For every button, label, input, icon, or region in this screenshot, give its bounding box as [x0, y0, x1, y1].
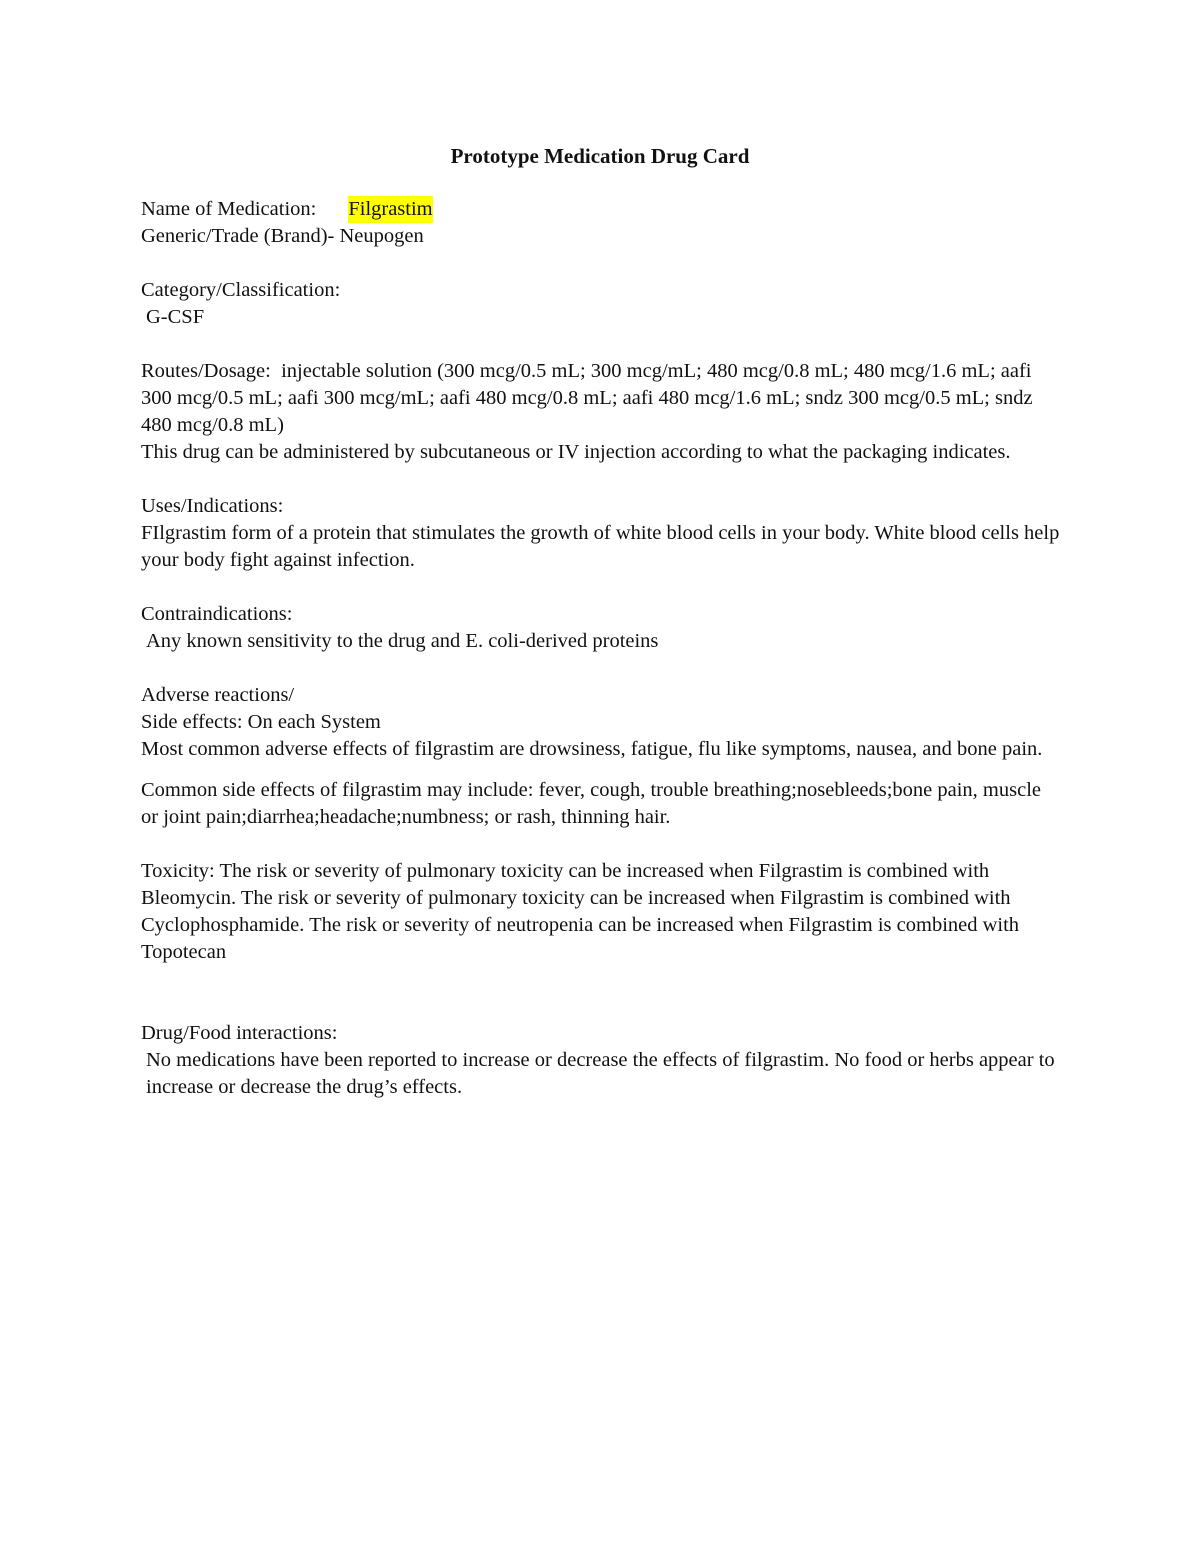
- adverse-label-1: Adverse reactions/: [141, 684, 295, 706]
- contraindications-text: Any known sensitivity to the drug and E. coli-derived proteins: [146, 630, 659, 652]
- adverse-label-2: Side effects: On each System: [141, 711, 381, 733]
- routes-admin-text: This drug can be administered by subcutaneous or IV injection according to what the packaging indicates.: [141, 441, 1011, 463]
- interactions-text: No medications have been reported to increase or decrease the effects of filgrastim. No food or herbs appear to increase or decrease the drug’s effects.: [146, 1049, 1060, 1098]
- category-label: Category/Classification:: [141, 279, 341, 301]
- medication-name-label: Name of Medication:: [141, 198, 317, 220]
- uses-label: Uses/Indications:: [141, 495, 284, 517]
- medication-name-value: Filgrastim: [348, 196, 432, 223]
- generic-trade-line: Generic/Trade (Brand)- Neupogen: [141, 225, 424, 247]
- routes-label: Routes/Dosage:: [141, 360, 271, 382]
- uses-text: FIlgrastim form of a protein that stimulates the growth of white blood cells in your body. White blood cells help your body fight against infection.: [141, 522, 1065, 571]
- routes-text: injectable solution (300 mcg/0.5 mL; 300 mcg/mL; 480 mcg/0.8 mL; 480 mcg/1.6 mL; aafi 300 mcg/0.5 mL; aafi 300 mcg/mL; aafi 480 mcg/0.8 mL; aafi 480 mcg/1.6 mL; sndz 300 mcg/0.5 mL; sndz 480 mcg/0.8 mL): [141, 360, 1038, 436]
- adverse-text: Most common adverse effects of filgrastim are drowsiness, fatigue, flu like symptoms, nausea, and bone pain.: [141, 738, 1043, 760]
- interactions-label: Drug/Food interactions:: [141, 1022, 338, 1044]
- common-side-effects-text: Common side effects of filgrastim may include: fever, cough, trouble breathing;nosebleeds;bone pain, muscle or joint pain;diarrhea;headache;numbness; or rash, thinning hair.: [141, 779, 1047, 828]
- document-body: [141, 196, 1065, 1101]
- page-title: Prototype Medication Drug Card: [450, 144, 750, 168]
- routes-dosage-paragraph: [141, 358, 1061, 439]
- category-value: G-CSF: [146, 306, 205, 328]
- toxicity-text: Toxicity: The risk or severity of pulmonary toxicity can be increased when Filgrastim is combined with Bleomycin. The risk or severity of pulmonary toxicity can be increased when Filgrastim is combined with Cyclophosphamide. The risk or severity of neutropenia can be increased when Filgrastim is combined with Topotecan: [141, 860, 1024, 963]
- medication-name-row: [141, 196, 1061, 223]
- contraindications-label: Contraindications:: [141, 603, 293, 625]
